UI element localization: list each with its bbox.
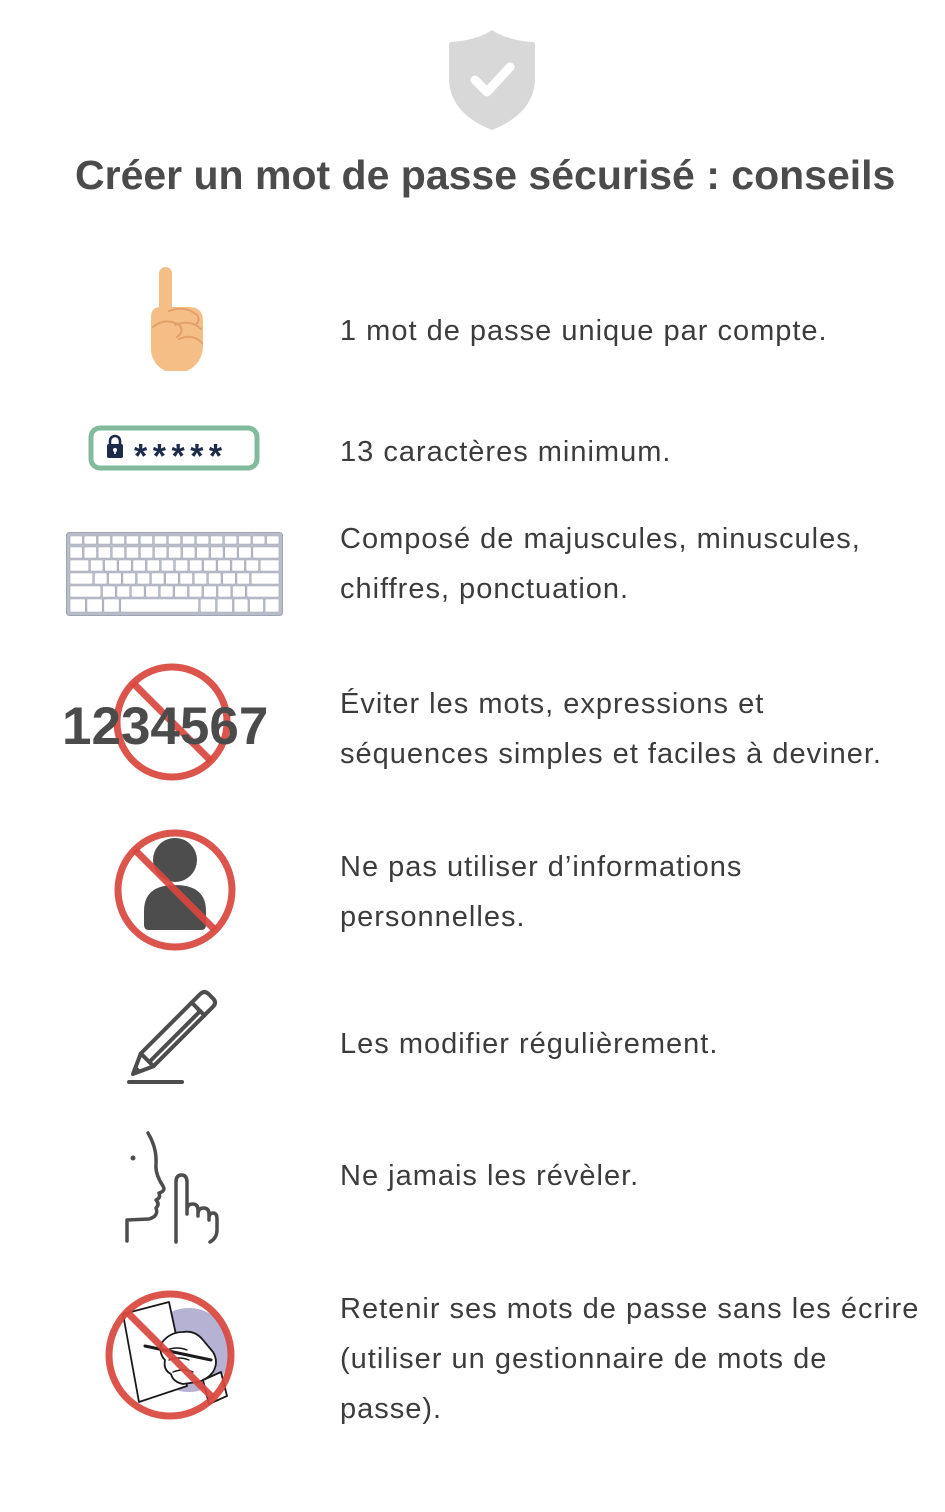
tip-text (340, 842, 742, 942)
keyboard-key (112, 547, 124, 558)
keyboard-key (217, 599, 232, 612)
keyboard-key (70, 573, 93, 584)
keyboard-key (126, 547, 138, 558)
tip-text (340, 427, 671, 477)
keyboard-key (117, 586, 130, 597)
keyboard-key (180, 573, 193, 584)
tip-line: Composé de majuscules, minuscules, (340, 523, 861, 555)
keyboard-key (267, 536, 279, 544)
keyboard-key (146, 586, 159, 597)
keyboard-key (237, 573, 250, 584)
keyboard-key (239, 547, 251, 558)
keyboard-key (232, 560, 245, 571)
keyboard-key (234, 599, 248, 612)
keyboard-key (218, 586, 231, 597)
keyboard-key (218, 560, 231, 571)
simple-sequence-text: 1234567 (62, 697, 269, 756)
pointing-finger-icon (145, 265, 207, 375)
keyboard-key (121, 599, 199, 612)
keyboard-key (175, 560, 188, 571)
keyboard-key (94, 573, 107, 584)
keyboard-keys (70, 536, 279, 612)
keyboard-key (70, 536, 82, 544)
keyboard-key (189, 560, 202, 571)
keyboard-key (204, 560, 217, 571)
keyboard-key (154, 547, 166, 558)
face-profile (127, 1133, 164, 1241)
keyboard-key (246, 560, 259, 571)
keyboard-key (140, 536, 152, 544)
keyboard-key (247, 586, 279, 597)
keyboard-key (225, 547, 237, 558)
keyboard-key (232, 586, 245, 597)
shield-check-icon (447, 28, 537, 132)
keyboard-key (98, 536, 110, 544)
keyboard-key (131, 586, 144, 597)
keyboard-key (238, 536, 250, 544)
tip-line: 13 caractères minimum. (340, 436, 672, 468)
keyboard-key (102, 586, 115, 597)
tip-line: Retenir ses mots de passe sans les écrire (340, 1293, 920, 1325)
keyboard-key (123, 573, 136, 584)
keyboard-key (250, 599, 264, 612)
tip-line: Ne pas utiliser d’informations (340, 851, 743, 883)
keyboard-key (194, 573, 207, 584)
keyboard-key (105, 560, 118, 571)
keyboard-key (208, 573, 221, 584)
keyboard-key (200, 599, 215, 612)
keyboard-key (90, 560, 103, 571)
tip-line: (utiliser un gestionnaire de mots de (340, 1343, 828, 1375)
keyboard-key (265, 599, 279, 612)
keyboard-key (126, 536, 138, 544)
keyboard-key (112, 536, 124, 544)
keyboard-key (182, 536, 194, 544)
no-writing-icon (103, 1288, 237, 1422)
keyboard-key (224, 536, 236, 544)
keyboard-key (253, 547, 279, 558)
masked-password: ***** (134, 437, 228, 471)
page-title: Créer un mot de passe sécurisé : conseils (75, 152, 896, 198)
tip-text (340, 1019, 718, 1069)
tip-line: 1 mot de passe unique par compte. (340, 315, 828, 347)
keyboard-key (175, 586, 188, 597)
tip-text (340, 1284, 919, 1434)
keyboard-key (87, 599, 102, 612)
keyboard-key (210, 536, 222, 544)
keyboard-key (197, 547, 209, 558)
keyboard-key (204, 586, 217, 597)
keyboard-key (109, 573, 122, 584)
lock-keyhole-slot (114, 450, 116, 454)
tip-text (340, 679, 882, 779)
raised-finger-hand (176, 1175, 217, 1242)
keyboard-key (160, 586, 173, 597)
password-field-icon (88, 425, 260, 471)
keyboard-key (147, 560, 160, 571)
tip-text (340, 514, 861, 614)
no-personal-info-icon (112, 827, 238, 953)
tip-line: Les modifier régulièrement. (340, 1028, 719, 1060)
keyboard-key (154, 536, 166, 544)
tip-text (340, 306, 828, 356)
keyboard-key (223, 573, 236, 584)
keyboard-key (260, 560, 279, 571)
tip-line: passe). (340, 1393, 443, 1425)
keyboard-key (251, 573, 279, 584)
tip-line: Ne jamais les révèler. (340, 1160, 640, 1192)
keyboard-key (166, 573, 179, 584)
tip-line: séquences simples et faciles à deviner. (340, 738, 882, 770)
keyboard-key (151, 573, 164, 584)
keyboard-key (168, 536, 180, 544)
keyboard-key (189, 586, 202, 597)
face-eye (131, 1156, 136, 1161)
tip-text (340, 1151, 639, 1201)
keyboard-key (168, 547, 180, 558)
pencil-body (127, 990, 218, 1081)
keyboard-icon (66, 532, 283, 616)
keyboard-key (84, 547, 96, 558)
keyboard-key (70, 586, 101, 597)
keyboard-key (196, 536, 208, 544)
keyboard-key (70, 560, 89, 571)
keyboard-key (119, 560, 132, 571)
keyboard-key (183, 547, 195, 558)
keyboard-key (211, 547, 223, 558)
keyboard-key (70, 599, 85, 612)
keyboard-key (253, 536, 265, 544)
tip-line: Éviter les mots, expressions et (340, 688, 765, 720)
keyboard-key (70, 547, 82, 558)
keyboard-key (104, 599, 119, 612)
keyboard-key (137, 573, 150, 584)
pencil-icon (124, 986, 220, 1086)
keyboard-key (98, 547, 110, 558)
keyboard-key (140, 547, 152, 558)
tip-line: personnelles. (340, 901, 526, 933)
keyboard-key (133, 560, 146, 571)
keyboard-key (161, 560, 174, 571)
silence-icon (122, 1130, 222, 1244)
tip-line: chiffres, ponctuation. (340, 573, 630, 605)
keyboard-key (84, 536, 96, 544)
